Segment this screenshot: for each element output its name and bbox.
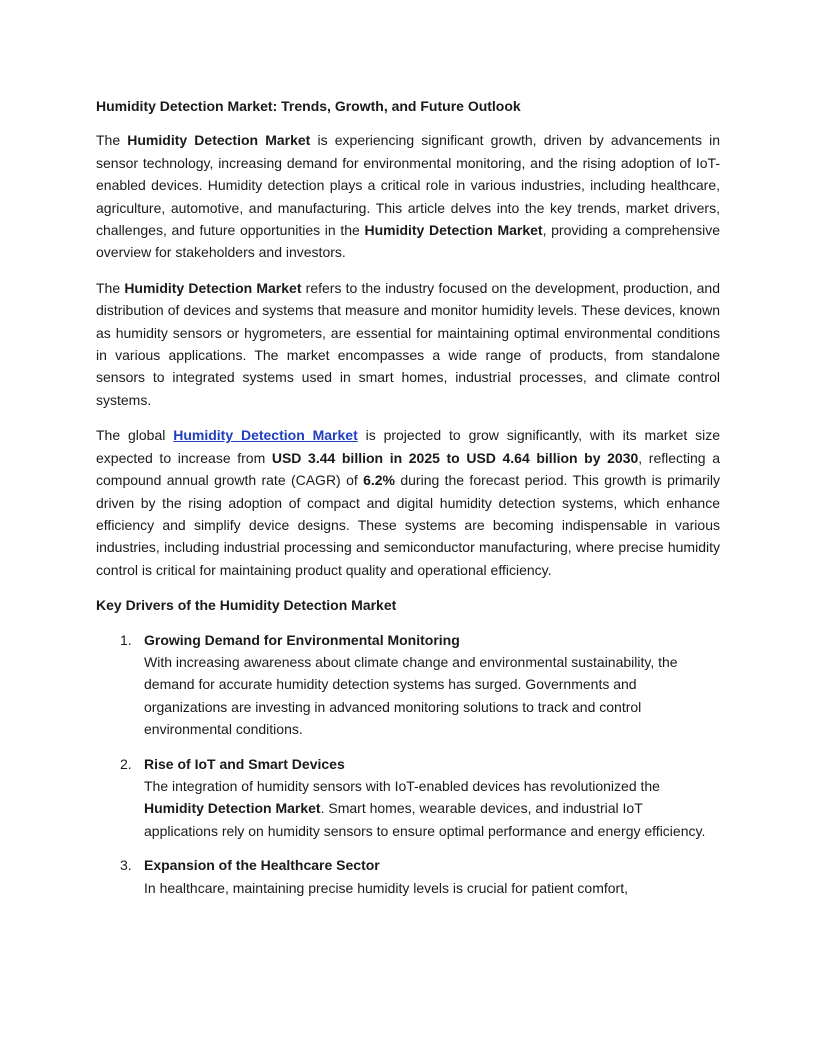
list-item-text: The integration of humidity sensors with IoT-enabled devices has revolutionized the Humidity Detection Market. Smart homes, wearable devices, and industrial IoT applications rely on humidity sensors to ensure optimal performance and energy efficiency. bbox=[144, 777, 706, 839]
bold-term: Humidity Detection Market bbox=[124, 279, 302, 296]
intro-paragraph: The Humidity Detection Market is experiencing significant growth, driven by advancements in sensor technology, increasing demand for environmental monitoring, and the rising adoption of IoT-enabled devices. Humidity detection plays a critical role in various industries, including healthcare, agriculture, automotive, and manufacturing. This article delves into the key trends, market drivers, challenges, and future opportunities in the Humidity Detection Market, providing a comprehensive overview for stakeholders and investors. bbox=[96, 132, 720, 261]
document-page bbox=[96, 95, 720, 911]
list-number: 2. bbox=[120, 755, 132, 772]
list-item-title: Expansion of the Healthcare Sector bbox=[144, 857, 380, 874]
list-item bbox=[96, 753, 720, 843]
cagr-figure: 6.2% bbox=[363, 472, 396, 489]
list-number: 3. bbox=[120, 857, 132, 874]
page-title: Humidity Detection Market: Trends, Growth, and Future Outlook bbox=[96, 98, 521, 114]
drivers-list bbox=[96, 629, 720, 899]
list-item-title: Rise of IoT and Smart Devices bbox=[144, 755, 345, 772]
list-item bbox=[96, 854, 720, 899]
list-item-text: With increasing awareness about climate change and environmental sustainability, the demand for accurate humidity detection systems has surged. Governments and organizations are investing in advanced monitoring solutions to track and control environmental conditions. bbox=[144, 653, 678, 738]
list-item-title: Growing Demand for Environmental Monitoring bbox=[144, 631, 460, 648]
bold-term: Humidity Detection Market bbox=[364, 222, 543, 239]
bold-term: Humidity Detection Market bbox=[127, 132, 311, 149]
drivers-heading: Key Drivers of the Humidity Detection Market bbox=[96, 597, 397, 614]
market-link[interactable]: Humidity Detection Market bbox=[173, 427, 358, 444]
list-item-text: In healthcare, maintaining precise humidity levels is crucial for patient comfort, bbox=[144, 879, 628, 896]
forecast-paragraph: The global Humidity Detection Market is projected to grow significantly, with its market size expected to increase from USD 3.44 billion in 2025 to USD 4.64 billion by 2030, reflecting a compound annual growth rate (CAGR) of 6.2% during the forecast period. This growth is primarily driven by the rising adoption of compact and digital humidity detection systems, which enhance efficiency and simplify device designs. These systems are becoming indispensable in various industries, including industrial processing and semiconductor manufacturing, where precise humidity control is critical for maintaining product quality and operational efficiency. bbox=[96, 427, 720, 578]
market-size-figure: USD 3.44 billion in 2025 to USD 4.64 billion by 2030 bbox=[271, 449, 639, 466]
list-number: 1. bbox=[120, 631, 132, 648]
bold-term: Humidity Detection Market bbox=[144, 800, 321, 817]
list-item bbox=[96, 629, 720, 741]
definition-paragraph: The Humidity Detection Market refers to the industry focused on the development, production, and distribution of devices and systems that measure and monitor humidity levels. These devices, known as humidity sensors or hygrometers, are essential for maintaining optimal environmental conditions in various applications. The market encompasses a wide range of products, from standalone sensors to integrated systems used in smart homes, industrial processes, and climate control systems. bbox=[96, 279, 720, 408]
